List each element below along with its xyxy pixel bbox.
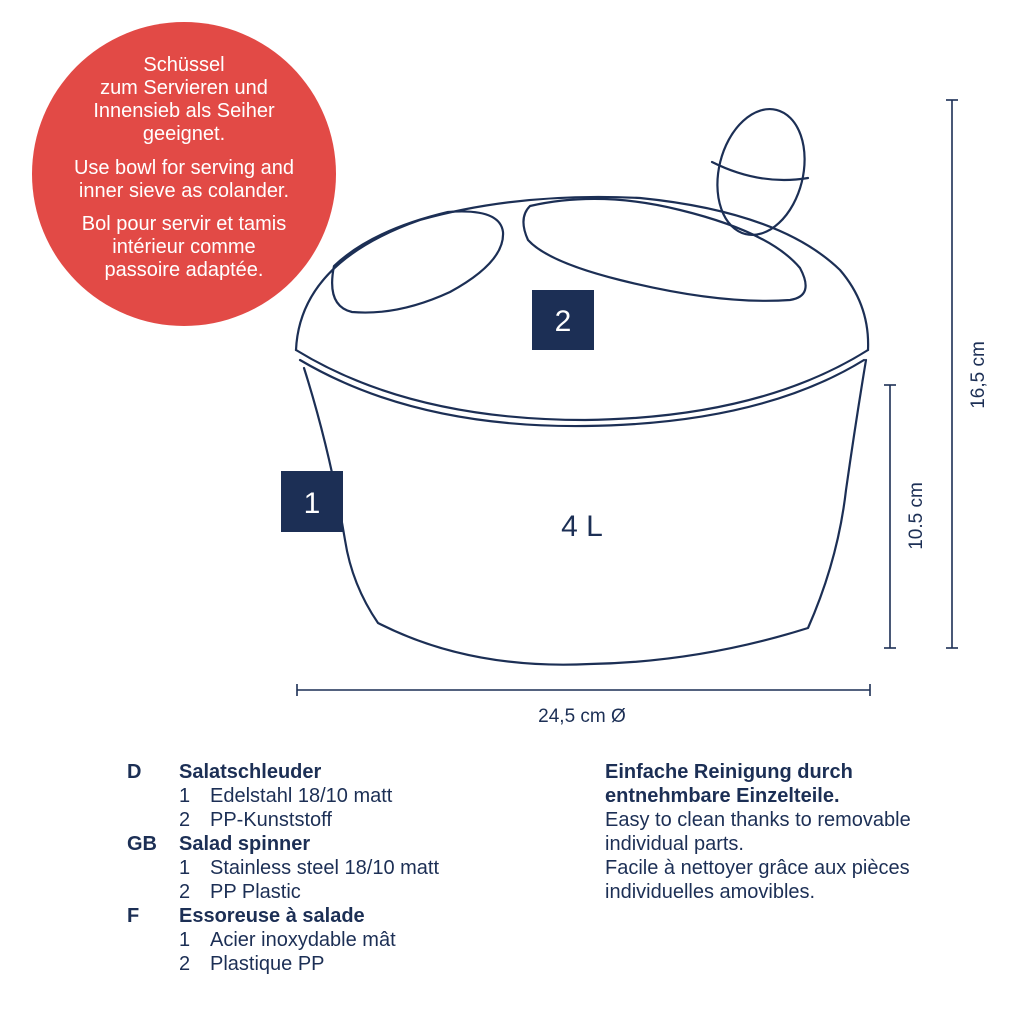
part-row xyxy=(127,952,439,976)
part-row xyxy=(127,856,439,880)
lid-rim xyxy=(296,350,868,420)
bubble-en-line-2: inner sieve as colander. xyxy=(78,180,290,202)
info-heading-line-2: entnehmbare Einzelteile. xyxy=(605,785,840,807)
bubble-fr-line-3: passoire adaptée. xyxy=(104,259,264,281)
bubble-de-line-3: Innensieb als Seiher xyxy=(93,100,275,122)
cleaning-info xyxy=(605,760,1005,904)
badge-lid-label: 2 xyxy=(554,305,572,338)
bubble-de-line-4: geeignet. xyxy=(142,123,226,145)
lang-row-fr xyxy=(127,904,439,928)
height-total-label: 16,5 cm xyxy=(968,341,989,409)
lid-recess-left xyxy=(332,211,503,312)
part-material: PP Plastic xyxy=(210,881,301,903)
part-material: Plastique PP xyxy=(210,953,325,975)
info-heading-line-1: Einfache Reinigung durch xyxy=(605,761,853,783)
part-number: 1 xyxy=(179,929,191,951)
diameter-label: 24,5 cm Ø xyxy=(538,706,626,727)
part-row xyxy=(127,784,439,808)
info-bubble xyxy=(32,22,336,326)
height-bowl-label: 10.5 cm xyxy=(906,482,927,550)
part-material: Stainless steel 18/10 matt xyxy=(210,857,440,879)
part-number: 1 xyxy=(179,857,191,879)
part-number: 2 xyxy=(179,881,191,903)
part-number: 2 xyxy=(179,953,191,975)
product-name: Salatschleuder xyxy=(179,761,322,783)
part-material: Acier inoxydable mât xyxy=(210,929,396,951)
materials-list xyxy=(127,760,439,976)
bubble-de-line-1: Schüssel xyxy=(143,54,225,76)
badge-bowl xyxy=(281,471,343,532)
info-fr-line-1: Facile à nettoyer grâce aux pièces xyxy=(605,857,910,879)
part-number: 1 xyxy=(179,785,191,807)
capacity-label: 4 L xyxy=(561,510,603,543)
part-material: Edelstahl 18/10 matt xyxy=(210,785,393,807)
bubble-de-line-2: zum Servieren und xyxy=(100,77,268,99)
part-row xyxy=(127,928,439,952)
part-material: PP-Kunststoff xyxy=(210,809,332,831)
lang-code: F xyxy=(127,905,140,927)
bubble-fr-line-1: Bol pour servir et tamis xyxy=(81,213,287,235)
lid-rim-lower xyxy=(300,360,864,426)
badge-bowl-label: 1 xyxy=(303,487,321,520)
lang-row-de xyxy=(127,760,439,784)
spinner-outline xyxy=(296,100,868,665)
bubble-fr-line-2: intérieur comme xyxy=(112,236,256,258)
part-row xyxy=(127,808,439,832)
part-number: 2 xyxy=(179,809,191,831)
badge-lid xyxy=(532,290,594,350)
lang-row-gb xyxy=(127,832,439,856)
lang-code: D xyxy=(127,761,142,783)
info-en-line-2: individual parts. xyxy=(605,833,744,855)
product-name: Essoreuse à salade xyxy=(179,905,365,927)
lid-recess-right xyxy=(523,199,805,301)
info-fr-line-2: individuelles amovibles. xyxy=(605,881,816,903)
info-en-line-1: Easy to clean thanks to removable xyxy=(605,809,911,831)
lang-code: GB xyxy=(127,833,157,855)
part-row xyxy=(127,880,439,904)
bubble-en-line-1: Use bowl for serving and xyxy=(73,157,295,179)
product-name: Salad spinner xyxy=(179,833,311,855)
